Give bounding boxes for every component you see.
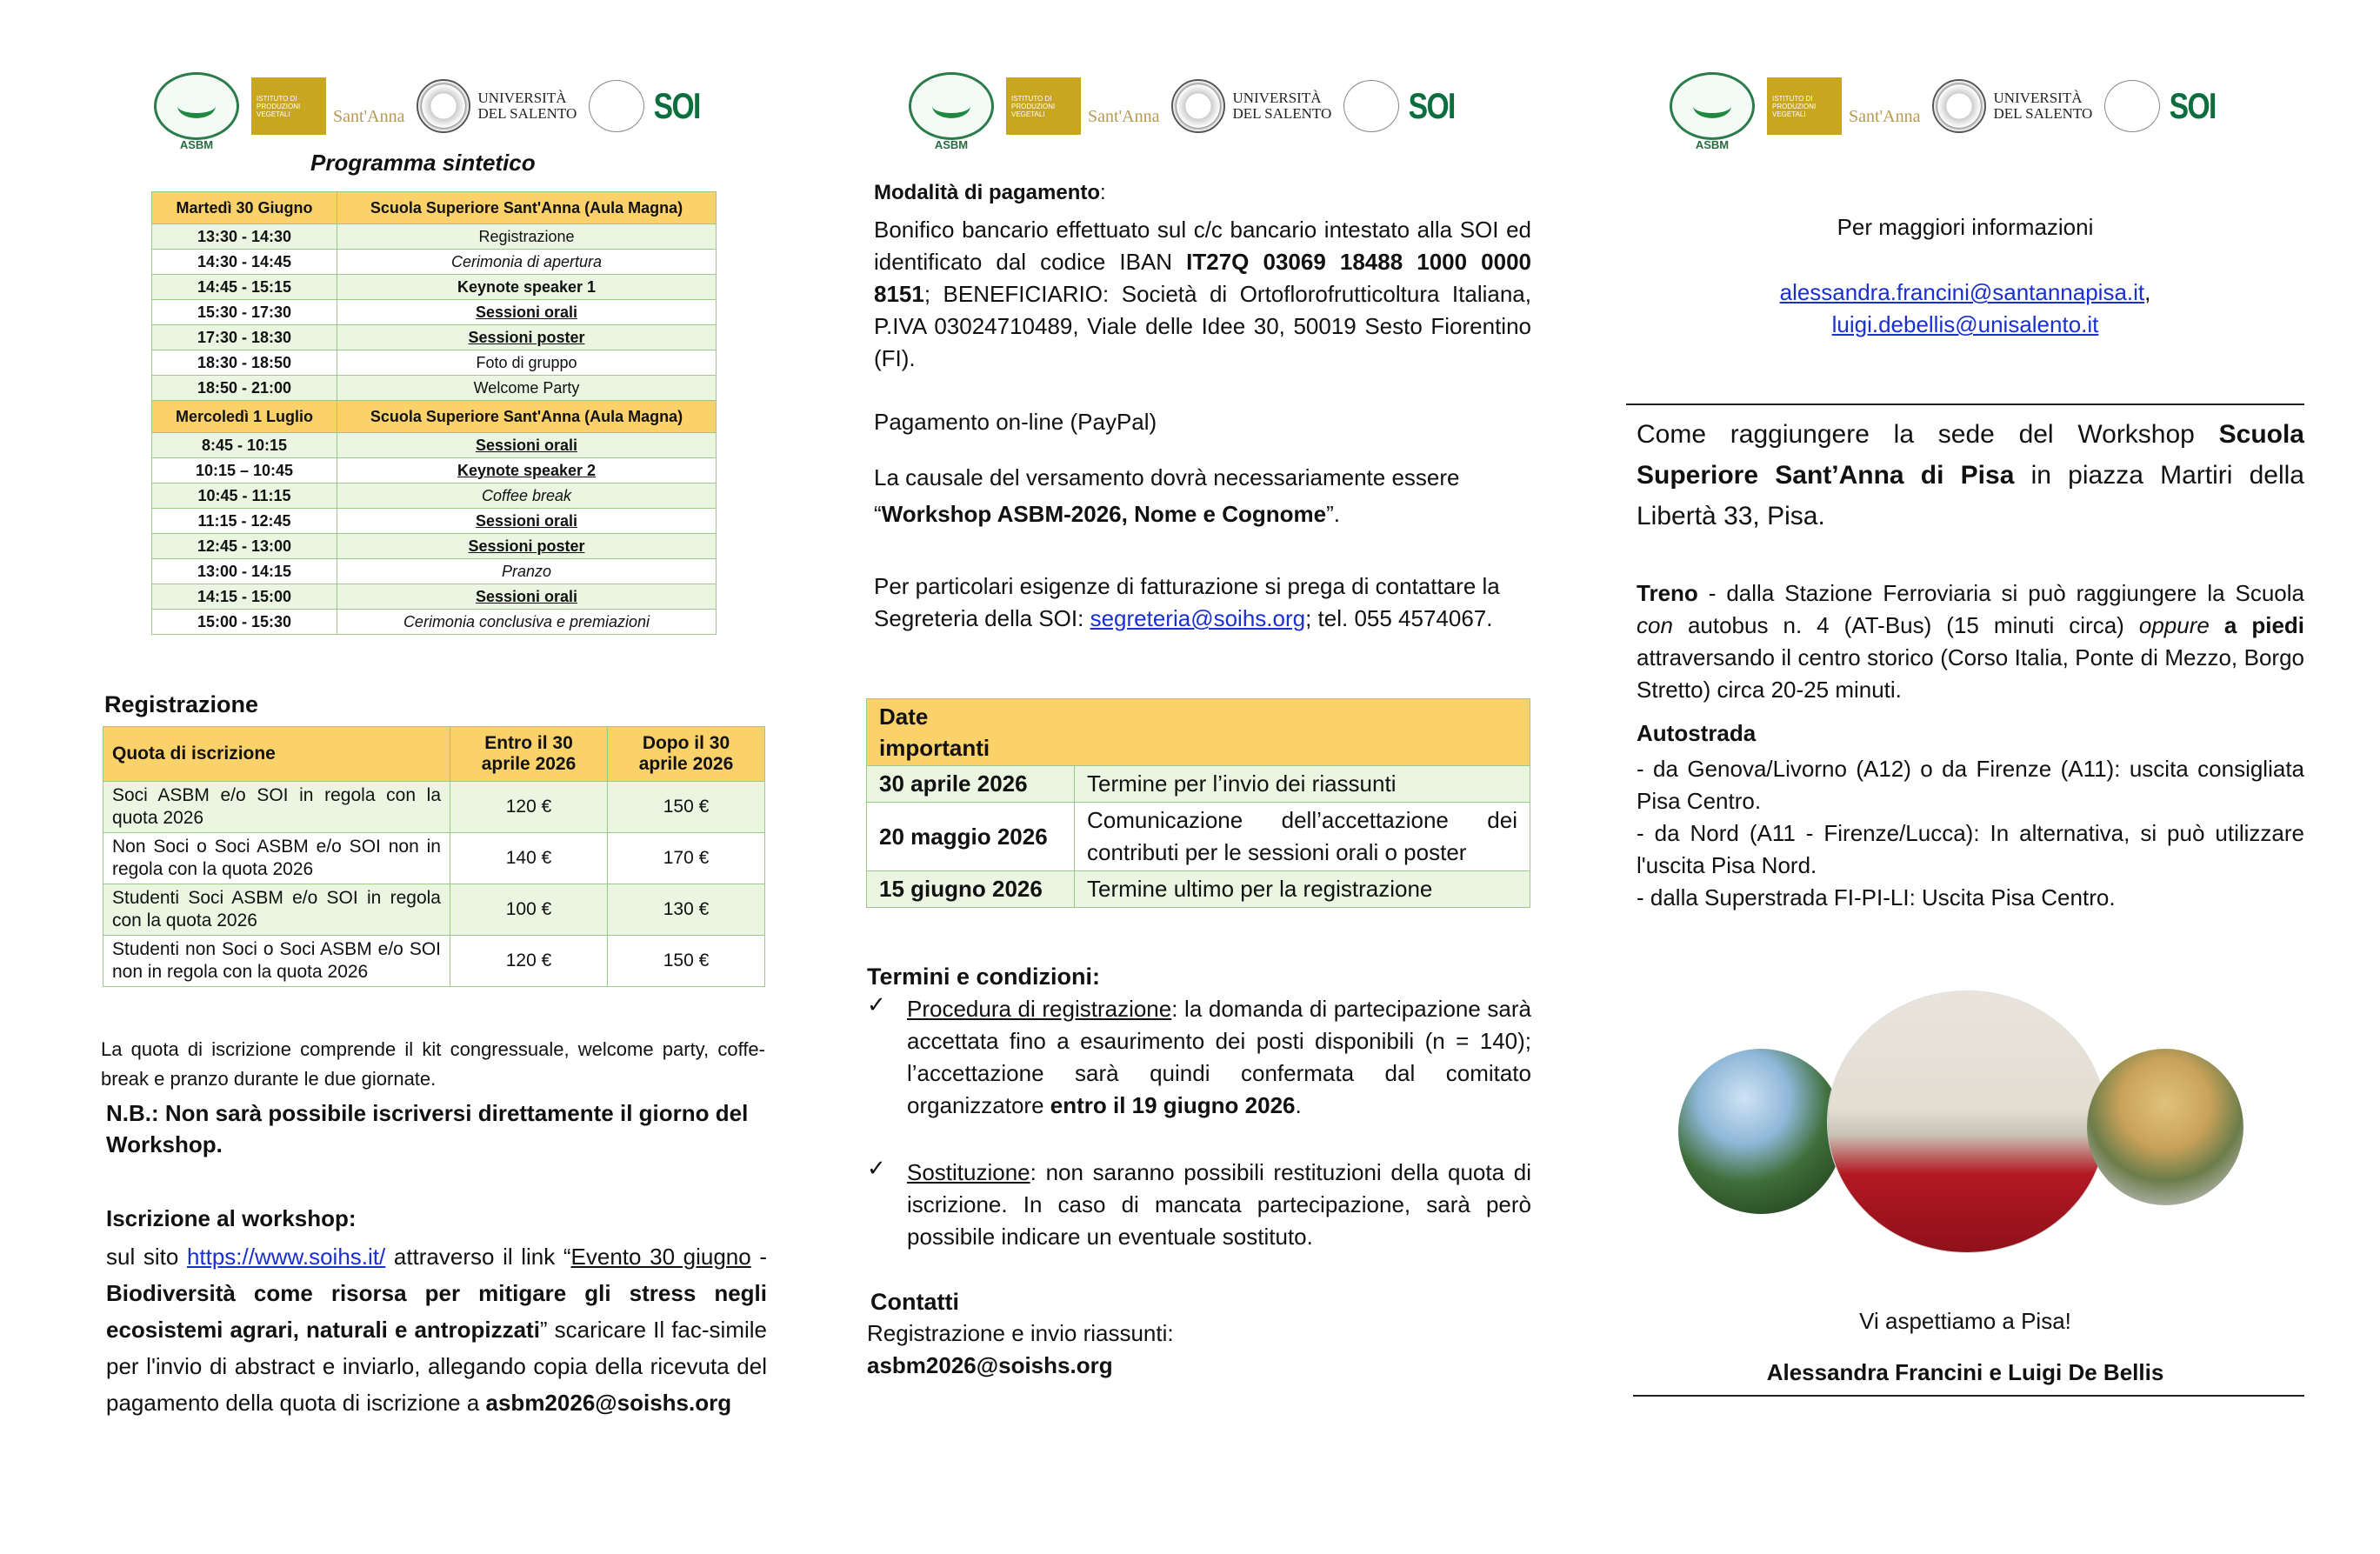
aspettiamo-text: Vi aspettiamo a Pisa!	[1859, 1308, 2071, 1334]
checkmark-icon: ✓	[867, 991, 886, 1017]
programma-time: 15:30 - 17:30	[152, 300, 337, 325]
programma-time: 14:45 - 15:15	[152, 275, 337, 300]
soi-logo: SOI	[589, 80, 705, 132]
segreteria-email-link[interactable]: segreteria@soihs.org	[1090, 605, 1306, 631]
programma-row	[152, 584, 717, 610]
soi-logo: SOI	[1343, 80, 1460, 132]
programma-time: 14:15 - 15:00	[152, 584, 337, 610]
programma-time: 17:30 - 18:30	[152, 325, 337, 350]
unisalento-logo: UNIVERSITÀ DEL SALENTO	[417, 79, 577, 133]
ipv-logo: ISTITUTO DI PRODUZIONI VEGETALI	[1006, 77, 1081, 135]
info-emails: alessandra.francini@santannapisa.it, luigi.debellis@unisalento.it	[1779, 279, 2151, 337]
santanna-logo: Sant'Anna	[1088, 106, 1160, 126]
quota-dopo: 170 €	[608, 833, 765, 884]
programma-day-header	[152, 192, 717, 224]
programma-table	[151, 191, 717, 635]
programma-row	[152, 484, 717, 509]
date-value: 15 giugno 2026	[867, 871, 1075, 908]
programma-day-header	[152, 401, 717, 433]
causale-text: La causale del versamento dovrà necessariamente essere “Workshop ASBM-2026, Nome e Cognome”.	[874, 464, 1460, 527]
quota-entro: 140 €	[450, 833, 608, 884]
paypal-text: Pagamento on-line (PayPal)	[874, 409, 1157, 435]
contatti-email: asbm2026@soishs.org	[867, 1352, 1113, 1378]
programma-row	[152, 275, 717, 300]
date-header-row	[867, 699, 1530, 766]
quota-header: Quota di iscrizione	[103, 727, 450, 782]
programma-event: Keynote speaker 2	[337, 458, 717, 484]
iscrizione-text: sul sito https://www.soihs.it/ attraverso il link “Evento 30 giugno - Biodiversità come risorsa per mitigare gli stress negli ecosistemi agrari, naturali e antropizzati” scaricare Il fac-simile per l'invio di abstract e inviarlo, allegando copia della ricevuta del pagamento della quota di iscrizione a asbm2026@soishs.org	[106, 1244, 767, 1416]
info-title: Per maggiori informazioni	[1837, 214, 2094, 240]
quota-entro: 120 €	[450, 782, 608, 833]
ipv-logo: ISTITUTO DI PRODUZIONI VEGETALI	[1767, 77, 1842, 135]
date-row	[867, 871, 1530, 908]
programma-time: 13:00 - 14:15	[152, 559, 337, 584]
francini-email-link[interactable]: alessandra.francini@santannapisa.it	[1779, 279, 2145, 305]
iscrizione-email: asbm2026@soishs.org	[485, 1390, 732, 1416]
date-description: Termine per l’invio dei riassunti	[1075, 766, 1530, 803]
programma-time: 13:30 - 14:30	[152, 224, 337, 250]
quota-note: La quota di iscrizione comprende il kit congressuale, welcome party, coffe-break e pranzo durante le due giornate.	[101, 1038, 765, 1090]
checkmark-icon: ✓	[867, 1155, 886, 1181]
registrazione-title: Registrazione	[104, 691, 259, 717]
firma-text: Alessandra Francini e Luigi De Bellis	[1766, 1359, 2164, 1385]
logo-strip	[1670, 71, 2222, 151]
entro-header: Entro il 30 aprile 2026	[450, 727, 608, 782]
santanna-logo: Sant'Anna	[1849, 106, 1921, 126]
programma-row	[152, 610, 717, 635]
seal-icon	[1171, 79, 1225, 133]
programma-time: 11:15 - 12:45	[152, 509, 337, 534]
unisalento-logo: UNIVERSITÀ DEL SALENTO	[1171, 79, 1331, 133]
divider	[1626, 404, 2304, 405]
quota-row	[103, 833, 765, 884]
programma-event: Sessioni poster	[337, 534, 717, 559]
programma-event: Keynote speaker 1	[337, 275, 717, 300]
quota-dopo: 150 €	[608, 936, 765, 987]
programma-time: 15:00 - 15:30	[152, 610, 337, 635]
programma-time: 18:30 - 18:50	[152, 350, 337, 376]
programma-time: 12:45 - 13:00	[152, 534, 337, 559]
programma-row	[152, 559, 717, 584]
date-header: Date importanti	[867, 699, 1530, 766]
programma-event: Foto di gruppo	[337, 350, 717, 376]
contatti-title: Contatti	[870, 1289, 959, 1315]
asbm-logo: ASBM	[909, 72, 994, 140]
logo-strip	[154, 71, 706, 151]
soihs-link[interactable]: https://www.soihs.it/	[186, 1244, 386, 1270]
programma-event: Welcome Party	[337, 376, 717, 401]
programma-time: 18:50 - 21:00	[152, 376, 337, 401]
programma-time: 14:30 - 14:45	[152, 250, 337, 275]
programma-event: Cerimonia di apertura	[337, 250, 717, 275]
programma-row	[152, 433, 717, 458]
bonifico-text: Bonifico bancario effettuato sul c/c bancario intestato alla SOI ed identificato dal codice IBAN IT27Q 03069 18488 1000 0000 8151; BENEFICIARIO: Società di Ortoflorofrutticoltura Italiana, P.IVA 03024710489, Viale delle Idee 30, 50019 Sesto Fiorentino (FI).	[874, 217, 1531, 371]
programma-row	[152, 300, 717, 325]
programma-event: Scuola Superiore Sant'Anna (Aula Magna)	[337, 192, 717, 224]
column-2	[865, 0, 1539, 1554]
santanna-logo: Sant'Anna	[333, 106, 405, 126]
asbm-logo: ASBM	[1670, 72, 1755, 140]
date-importanti-table	[866, 698, 1530, 908]
programma-row	[152, 534, 717, 559]
quota-label: Soci ASBM e/o SOI in regola con la quota 2026	[103, 782, 450, 833]
modalita-title: Modalità di pagamento:	[874, 181, 1106, 204]
programma-event: Sessioni orali	[337, 584, 717, 610]
programma-row	[152, 224, 717, 250]
date-description: Termine ultimo per la registrazione	[1075, 871, 1530, 908]
programma-event: Pranzo	[337, 559, 717, 584]
quota-dopo: 150 €	[608, 782, 765, 833]
quota-row	[103, 884, 765, 936]
quota-label: Studenti Soci ASBM e/o SOI in regola con la quota 2026	[103, 884, 450, 936]
quota-label: Studenti non Soci o Soci ASBM e/o SOI non in regola con la quota 2026	[103, 936, 450, 987]
come-raggiungere: Come raggiungere la sede del Workshop Scuola Superiore Sant’Anna di Pisa in piazza Martiri della Libertà 33, Pisa.	[1637, 420, 2304, 530]
termini-title: Termini e condizioni:	[867, 964, 1101, 990]
quota-table-header	[103, 727, 765, 782]
programma-row	[152, 350, 717, 376]
venue-photos	[1678, 991, 2252, 1270]
unisalento-logo: UNIVERSITÀ DEL SALENTO	[1932, 79, 2092, 133]
dopo-header: Dopo il 30 aprile 2026	[608, 727, 765, 782]
programma-row	[152, 250, 717, 275]
date-description: Comunicazione dell’accettazione dei contributi per le sessioni orali o poster	[1075, 803, 1530, 871]
programma-time: 10:15 – 10:45	[152, 458, 337, 484]
debellis-email-link[interactable]: luigi.debellis@unisalento.it	[1831, 311, 2099, 337]
treno-text: Treno - dalla Stazione Ferroviaria si può raggiungere la Scuola con autobus n. 4 (AT-Bus) (15 minuti circa) oppure a piedi attraversando il centro storico (Corso Italia, Ponte di Mezzo, Borgo Stretto) circa 20-25 minuti.	[1637, 580, 2305, 703]
soi-logo: SOI	[2104, 80, 2221, 132]
programma-time: 10:45 - 11:15	[152, 484, 337, 509]
termine-2: Sostituzione: non saranno possibili restituzioni della quota di iscrizione. In caso di mancata partecipazione, sarà però possibile indicare un eventuale sostituto.	[907, 1159, 1531, 1250]
date-value: 30 aprile 2026	[867, 766, 1075, 803]
quota-entro: 100 €	[450, 884, 608, 936]
quota-dopo: 130 €	[608, 884, 765, 936]
programma-event: Scuola Superiore Sant'Anna (Aula Magna)	[337, 401, 717, 433]
programma-time: Mercoledì 1 Luglio	[152, 401, 337, 433]
programma-title: Programma sintetico	[310, 150, 536, 176]
courtyard-photo	[2087, 1049, 2243, 1205]
evento-link[interactable]: Evento 30 giugno	[570, 1244, 751, 1270]
programma-event: Sessioni orali	[337, 433, 717, 458]
autostrada-title: Autostrada	[1637, 720, 1757, 746]
termine-1: Procedura di registrazione: la domanda di partecipazione sarà accettata fino a esaurimento dei posti disponibili (n = 140); l’accettazione sarà quindi confermata dal comitato organizzatore entro il 19 giugno 2026.	[907, 996, 1531, 1118]
autostrada-text: - da Genova/Livorno (A12) o da Firenze (A11): uscita consigliata Pisa Centro. - da Nord (A11 - Firenze/Lucca): In alternativa, si può utilizzare l'uscita Pisa Nord. - dalla Superstrada FI-PI-LI: Uscita Pisa Centro.	[1637, 756, 2304, 910]
programma-row	[152, 325, 717, 350]
quota-row	[103, 936, 765, 987]
quota-entro: 120 €	[450, 936, 608, 987]
programma-event: Cerimonia conclusiva e premiazioni	[337, 610, 717, 635]
date-value: 20 maggio 2026	[867, 803, 1075, 871]
seal-icon	[1932, 79, 1986, 133]
programma-time: 8:45 - 10:15	[152, 433, 337, 458]
contatti-line: Registrazione e invio riassunti:	[867, 1320, 1174, 1346]
programma-row	[152, 376, 717, 401]
aula-magna-photo	[1828, 991, 2106, 1252]
nb-note: N.B.: Non sarà possibile iscriversi direttamente il giorno del Workshop.	[106, 1100, 749, 1157]
programma-event: Sessioni orali	[337, 300, 717, 325]
programma-time: Martedì 30 Giugno	[152, 192, 337, 224]
logo-strip	[909, 71, 1461, 151]
programma-event: Registrazione	[337, 224, 717, 250]
quota-table	[103, 726, 765, 987]
programma-row	[152, 458, 717, 484]
programma-event: Sessioni orali	[337, 509, 717, 534]
garden-photo	[1678, 1049, 1843, 1214]
date-row	[867, 766, 1530, 803]
fatturazione-text: Per particolari esigenze di fatturazione si prega di contattare la Segreteria della SOI: segreteria@soihs.org; tel. 055 4574067.	[874, 573, 1500, 631]
date-row	[867, 803, 1530, 871]
seal-icon	[417, 79, 470, 133]
column-1	[97, 0, 765, 1554]
programma-row	[152, 509, 717, 534]
programma-event: Sessioni poster	[337, 325, 717, 350]
asbm-logo: ASBM	[154, 72, 239, 140]
column-3	[1626, 0, 2322, 1554]
quota-row	[103, 782, 765, 833]
ipv-logo: ISTITUTO DI PRODUZIONI VEGETALI	[251, 77, 326, 135]
programma-event: Coffee break	[337, 484, 717, 509]
divider	[1633, 1395, 2304, 1397]
quota-label: Non Soci o Soci ASBM e/o SOI non in regola con la quota 2026	[103, 833, 450, 884]
iscrizione-title: Iscrizione al workshop:	[106, 1205, 357, 1231]
